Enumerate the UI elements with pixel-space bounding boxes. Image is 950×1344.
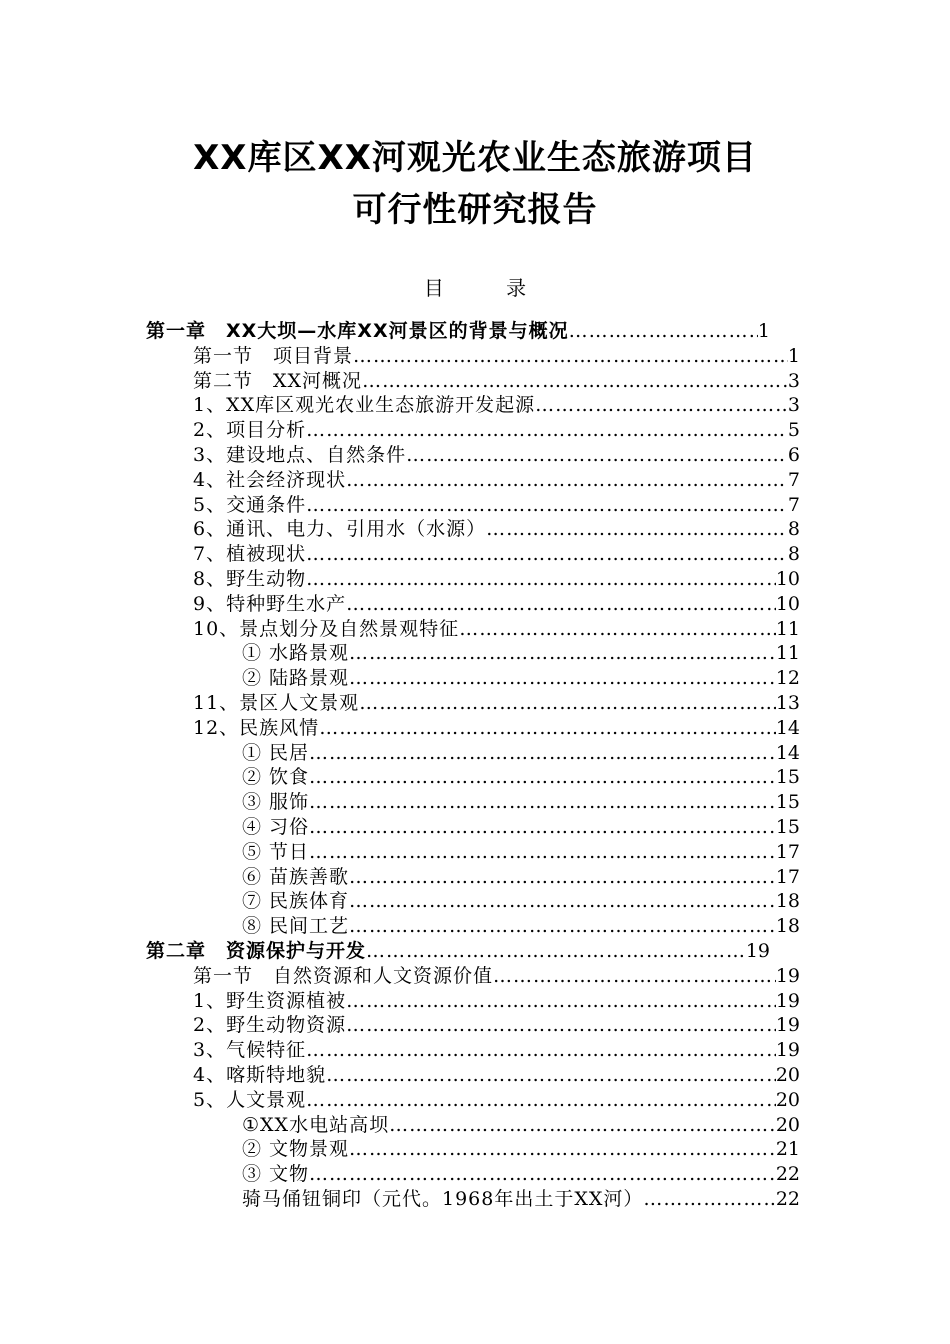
toc-dot-leader <box>346 592 776 617</box>
toc-dot-leader <box>493 964 776 989</box>
toc-entry-page-number: 11 <box>775 617 800 640</box>
toc-dot-leader <box>349 889 776 914</box>
toc-entry[interactable] <box>193 542 800 567</box>
toc-dot-leader <box>309 815 776 840</box>
toc-entry-page-number: 8 <box>787 543 800 566</box>
toc-entry-label: ⑦ 民族体育 <box>242 890 350 913</box>
toc-entry-page-number: 20 <box>775 1064 800 1086</box>
toc-entry-page-number: 11 <box>775 642 800 665</box>
toc-dot-leader <box>535 393 788 418</box>
toc-entry[interactable] <box>242 840 800 865</box>
toc-entry-label: 3、气候特征 <box>193 1039 307 1062</box>
toc-entry-label: 9、特种野生水产 <box>193 592 347 615</box>
toc-entry[interactable] <box>242 765 800 790</box>
toc-dot-leader <box>319 716 776 741</box>
toc-dot-leader <box>362 369 788 394</box>
toc-entry[interactable] <box>193 1013 800 1038</box>
toc-entry[interactable] <box>193 393 800 418</box>
toc-dot-leader <box>346 468 788 493</box>
toc-entry-page-number: 15 <box>775 791 800 814</box>
toc-entry-label: 1、野生资源植被 <box>193 989 347 1012</box>
toc-dot-leader <box>459 617 776 642</box>
document-title-line2: 可行性研究报告 <box>352 190 598 230</box>
toc-entry-page-number: 19 <box>775 989 800 1012</box>
toc-entry[interactable] <box>193 517 800 542</box>
toc-dot-leader <box>326 1063 776 1088</box>
toc-entry-page-number: 17 <box>775 865 800 888</box>
toc-entry[interactable] <box>193 418 800 443</box>
toc-entry-label: 6、通讯、电力、引用水（水源） <box>193 518 487 541</box>
toc-dot-leader <box>486 517 788 542</box>
toc-entry-page-number: 1 <box>757 320 770 342</box>
toc-entry[interactable] <box>193 493 800 518</box>
toc-dot-leader <box>406 443 788 468</box>
toc-dot-leader <box>366 939 746 964</box>
toc-entry-label: 2、项目分析 <box>193 419 307 442</box>
toc-dot-leader <box>346 1013 776 1038</box>
toc-dot-leader <box>359 691 776 716</box>
toc-entry[interactable] <box>193 716 800 741</box>
toc-entry-label: 骑马俑钮铜印（元代。1968年出土于XX河） <box>242 1188 644 1210</box>
toc-entry-label: 第一章 XX大坝—水库XX河景区的背景与概况 <box>146 320 569 342</box>
toc-entry-page-number: 19 <box>775 1039 800 1062</box>
toc-dot-leader <box>306 418 788 443</box>
toc-entry-page-number: 18 <box>775 890 800 913</box>
toc-entry-page-number: 15 <box>775 766 800 789</box>
toc-entry-label: ② 文物景观 <box>242 1138 350 1161</box>
toc-entry[interactable] <box>242 889 800 914</box>
toc-entry[interactable] <box>146 939 770 964</box>
toc-entry[interactable] <box>242 1137 800 1162</box>
toc-entry-label: ② 饮食 <box>242 766 310 789</box>
toc-entry-label: 2、野生动物资源 <box>193 1014 347 1037</box>
toc-entry-page-number: 3 <box>787 394 800 417</box>
toc-dot-leader <box>309 741 776 766</box>
toc-dot-leader <box>306 1088 776 1113</box>
toc-entry-label: 11、景区人文景观 <box>193 692 360 714</box>
toc-dot-leader <box>346 989 776 1014</box>
toc-dot-leader <box>349 1137 776 1162</box>
toc-entry-label: 4、社会经济现状 <box>193 468 347 491</box>
toc-entry-page-number: 20 <box>775 1088 800 1111</box>
toc-entry[interactable] <box>242 815 800 840</box>
toc-entry-page-number: 1 <box>787 344 800 367</box>
toc-entry-label: 12、民族风情 <box>193 716 320 739</box>
toc-dot-leader <box>643 1187 775 1212</box>
toc-dot-leader <box>569 319 758 344</box>
toc-entry-page-number: 20 <box>775 1113 800 1136</box>
toc-entry-page-number: 10 <box>775 568 800 590</box>
toc-entry[interactable] <box>193 344 800 369</box>
toc-entry[interactable] <box>193 989 800 1014</box>
toc-dot-leader <box>309 1162 776 1187</box>
toc-dot-leader <box>309 765 776 790</box>
toc-entry-label: 5、人文景观 <box>193 1088 307 1111</box>
toc-entry-label: 第一节 项目背景 <box>193 344 354 367</box>
toc-dot-leader <box>389 1113 776 1138</box>
toc-dot-leader <box>349 914 776 939</box>
toc-dot-leader <box>306 542 788 567</box>
toc-entry[interactable] <box>242 641 800 666</box>
toc-dot-leader <box>349 865 776 890</box>
toc-entry-page-number: 22 <box>775 1163 800 1186</box>
toc-entry-page-number: 17 <box>775 840 800 863</box>
toc-entry-page-number: 5 <box>787 419 800 442</box>
toc-entry[interactable] <box>242 865 800 890</box>
toc-entry[interactable] <box>242 1187 800 1212</box>
toc-entry-label: ① 水路景观 <box>242 642 350 665</box>
toc-entry[interactable] <box>193 468 800 493</box>
toc-entry[interactable] <box>193 1038 800 1063</box>
toc-entry-label: 1、XX库区观光农业生态旅游开发起源 <box>193 394 536 417</box>
toc-entry-page-number: 19 <box>775 1014 800 1037</box>
toc-entry-label: ③ 文物 <box>242 1163 310 1186</box>
toc-entry[interactable] <box>193 1063 800 1088</box>
toc-entry[interactable] <box>193 443 800 468</box>
toc-entry-label: 10、景点划分及自然景观特征 <box>193 617 460 640</box>
toc-entry[interactable] <box>242 790 800 815</box>
toc-entry-page-number: 14 <box>775 741 800 764</box>
toc-heading: 目 录 <box>423 276 555 300</box>
toc-entry-page-number: 3 <box>787 369 800 392</box>
toc-entry-page-number: 6 <box>787 444 800 466</box>
toc-entry-label: ① 民居 <box>242 741 310 764</box>
toc-entry-label: ①XX水电站高坝 <box>242 1113 390 1136</box>
toc-entry[interactable] <box>242 666 800 691</box>
toc-entry-label: ④ 习俗 <box>242 816 310 838</box>
toc-dot-leader <box>306 493 788 518</box>
toc-dot-leader <box>309 790 776 815</box>
toc-entry-page-number: 13 <box>775 692 800 714</box>
toc-entry-page-number: 15 <box>775 816 800 838</box>
toc-entry-page-number: 10 <box>775 592 800 615</box>
toc-entry-page-number: 7 <box>787 493 800 516</box>
toc-entry[interactable] <box>193 1088 800 1113</box>
toc-entry-label: ② 陆路景观 <box>242 667 350 690</box>
toc-entry[interactable] <box>242 1162 800 1187</box>
toc-entry[interactable] <box>193 567 800 592</box>
toc-entry-page-number: 7 <box>787 468 800 491</box>
toc-entry-label: 3、建设地点、自然条件 <box>193 444 407 466</box>
toc-entry[interactable] <box>193 369 800 394</box>
toc-dot-leader <box>309 840 776 865</box>
document-title-line1: XX库区XX河观光农业生态旅游项目 <box>193 138 757 178</box>
toc-entry-page-number: 18 <box>775 915 800 938</box>
toc-dot-leader <box>306 567 776 592</box>
toc-entry-page-number: 8 <box>787 518 800 541</box>
toc-entry-label: 第二节 XX河概况 <box>193 369 363 392</box>
toc-entry-label: 5、交通条件 <box>193 493 307 516</box>
toc-entry-label: ③ 服饰 <box>242 791 310 814</box>
toc-dot-leader <box>353 344 788 369</box>
toc-entry-label: ⑧ 民间工艺 <box>242 915 350 938</box>
toc-entry[interactable] <box>242 1113 800 1138</box>
toc-entry-label: 第一节 自然资源和人文资源价值 <box>193 964 494 987</box>
toc-entry-page-number: 12 <box>775 667 800 690</box>
toc-entry-label: 4、喀斯特地貌 <box>193 1064 327 1086</box>
toc-dot-leader <box>349 641 776 666</box>
toc-entry[interactable] <box>242 914 800 939</box>
toc-entry-label: 8、野生动物 <box>193 568 307 590</box>
toc-entry-label: ⑤ 节日 <box>242 840 310 863</box>
toc-entry[interactable] <box>193 592 800 617</box>
toc-entry-page-number: 22 <box>775 1188 800 1210</box>
toc-entry-page-number: 14 <box>775 716 800 739</box>
toc-entry-page-number: 19 <box>775 964 800 987</box>
toc-entry[interactable] <box>242 741 800 766</box>
toc-entry-page-number: 21 <box>775 1138 800 1161</box>
toc-entry-page-number: 19 <box>745 940 770 962</box>
toc-entry-label: 7、植被现状 <box>193 543 307 566</box>
toc-entry[interactable] <box>193 617 800 642</box>
toc-entry-label: 第二章 资源保护与开发 <box>146 940 367 962</box>
toc-entry[interactable] <box>193 964 800 989</box>
toc-entry[interactable] <box>193 691 800 716</box>
toc-dot-leader <box>306 1038 776 1063</box>
toc-dot-leader <box>349 666 776 691</box>
toc-entry[interactable] <box>146 319 770 344</box>
toc-entry-label: ⑥ 苗族善歌 <box>242 865 350 888</box>
